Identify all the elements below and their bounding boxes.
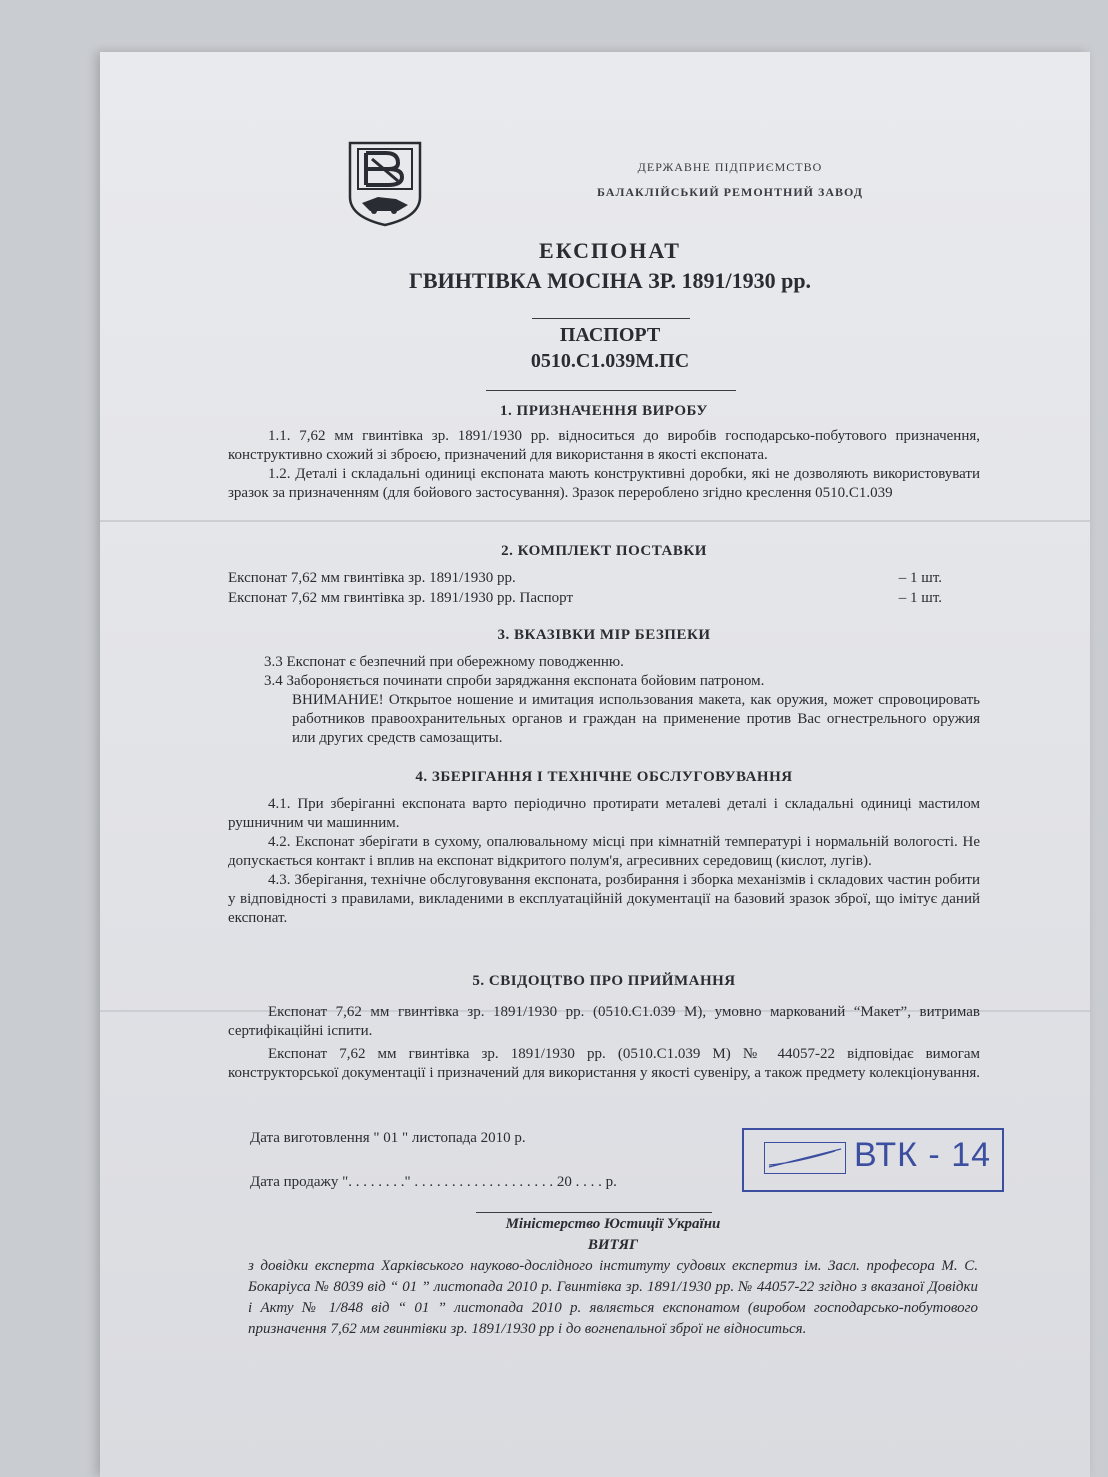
stamp-text: ВТК - 14 <box>854 1136 992 1174</box>
section-purpose <box>228 402 980 503</box>
divider <box>486 390 736 391</box>
warning-text: ВНИМАНИЕ! Открытое ношение и имитация использования макета, как оружия, может спровоцировать работников правоохранительных органов и граждан на применение против Вас огнестрельного оружия или других средств самозащиты. <box>292 692 980 746</box>
org-line-2: БАЛАКЛІЙСЬКИЙ РЕМОНТНИЙ ЗАВОД <box>597 185 863 199</box>
paragraph: 4.2. Експонат зберігати в сухому, опалювальному місці при кімнатній температурі і нормальній вологості. Не допускається контакт і вплив на експонат відкритого полум'я, агресивних середовищ (кислот, лугів). <box>228 834 980 869</box>
manufacture-date: Дата виготовлення " 01 " листопада 2010 р. <box>250 1130 526 1146</box>
passport-block <box>400 322 820 374</box>
list-item <box>228 569 980 589</box>
divider <box>476 1212 712 1213</box>
org-line-1: ДЕРЖАВНЕ ПІДПРИЄМСТВО <box>637 160 823 174</box>
list-item <box>228 589 980 609</box>
document-title <box>300 238 920 294</box>
paragraph: 3.4 Забороняється починати спроби заряджання експоната бойовим патроном. <box>264 673 765 689</box>
item-label: Експонат 7,62 мм гвинтівка зр. 1891/1930 рр. <box>228 570 516 586</box>
paragraph: 4.3. Зберігання, технічне обслуговування експоната, розбирання і зборка механізмів і складових частин робити у відповідності з правилами, викладеними в експлуатаційній документації на базовий зразок зброї, що імітує даний експонат. <box>228 872 980 926</box>
passport-code: 0510.С1.039М.ПС <box>530 350 690 372</box>
paragraph: 1.2. Деталі і складальні одиниці експоната мають конструктивні доробки, які не дозволяють використовувати зразок за призначенням (для бойового застосування). Зразок перероблено згідно креслення 0510.С1.039 <box>228 466 980 501</box>
paragraph: 3.3 Експонат є безпечний при обережному поводженню. <box>264 654 624 670</box>
quality-stamp <box>742 1128 1004 1192</box>
sale-date: Дата продажу ". . . . . . . ." . . . . . . . . . . . . . . . . . . . 20 . . . . р. <box>250 1174 617 1190</box>
passport-label: ПАСПОРТ <box>559 324 661 346</box>
paragraph: 1.1. 7,62 мм гвинтівка зр. 1891/1930 рр. відноситься до виробів господарсько-побутового призначення, конструктивно схожий зі зброєю, призначений для використання в якості експоната. <box>228 428 980 463</box>
section-acceptance <box>228 972 980 1083</box>
emblem-icon <box>348 141 422 227</box>
section-heading: 4. ЗБЕРІГАННЯ І ТЕХНІЧНЕ ОБСЛУГОВУВАННЯ <box>415 769 793 785</box>
section-heading: 1. ПРИЗНАЧЕННЯ ВИРОБУ <box>500 403 708 419</box>
ministry-extract <box>248 1214 978 1340</box>
item-quantity: – 1 шт. <box>898 590 942 606</box>
paragraph: 4.1. При зберіганні експоната варто періодично протирати металеві деталі і складальні одиниці мастилом рушничним чи машинним. <box>228 796 980 831</box>
section-delivery-set <box>228 542 980 609</box>
section-heading: 3. ВКАЗІВКИ МІР БЕЗПЕКИ <box>497 627 711 643</box>
extract-text: з довідки експерта Харківського науково-дослідного інституту судових експертиз ім. Засл. професора М. С. Бокаріуса № 8039 від “ 01 ” листопада 2010 р. Гвинтівка зр. 1891/1930 рр. № 44057-22 згідно з вказаної Довідки і Акту № 1/848 від “ 01 ” листопада 2010 р. являється експонатом (виробом господарсько-побутового призначення 7,62 мм гвинтівки зр. 1891/1930 рр і до вогнепальної зброї не відноситься. <box>248 1258 978 1337</box>
section-safety <box>228 626 980 748</box>
divider <box>532 318 690 319</box>
section-storage <box>228 768 980 928</box>
title-line-1: ЕКСПОНАТ <box>539 238 681 263</box>
paragraph: Експонат 7,62 мм гвинтівка зр. 1891/1930 рр. (0510.С1.039 М) № 44057-22 відповідає вимогам конструкторської документації і призначений для використання у якості сувеніру, а також предмету колекціонування. <box>228 1046 980 1081</box>
paper-fold <box>100 520 1090 522</box>
paragraph: Експонат 7,62 мм гвинтівка зр. 1891/1930 рр. (0510.С1.039 М), умовно маркований “Макет”, витримав сертифікаційні іспити. <box>228 1004 980 1039</box>
section-heading: 5. СВІДОЦТВО ПРО ПРИЙМАННЯ <box>472 973 736 989</box>
item-label: Експонат 7,62 мм гвинтівка зр. 1891/1930 рр. Паспорт <box>228 590 574 606</box>
extract-label: ВИТЯГ <box>587 1237 639 1253</box>
signature-icon <box>765 1143 845 1173</box>
title-line-2: ГВИНТІВКА МОСІНА ЗР. 1891/1930 рр. <box>408 268 812 293</box>
section-heading: 2. КОМПЛЕКТ ПОСТАВКИ <box>501 543 707 559</box>
organization-name <box>560 160 900 210</box>
stamp-signature-box <box>764 1142 846 1174</box>
ministry-name: Міністерство Юстиції України <box>505 1216 721 1232</box>
item-quantity: – 1 шт. <box>898 570 942 586</box>
